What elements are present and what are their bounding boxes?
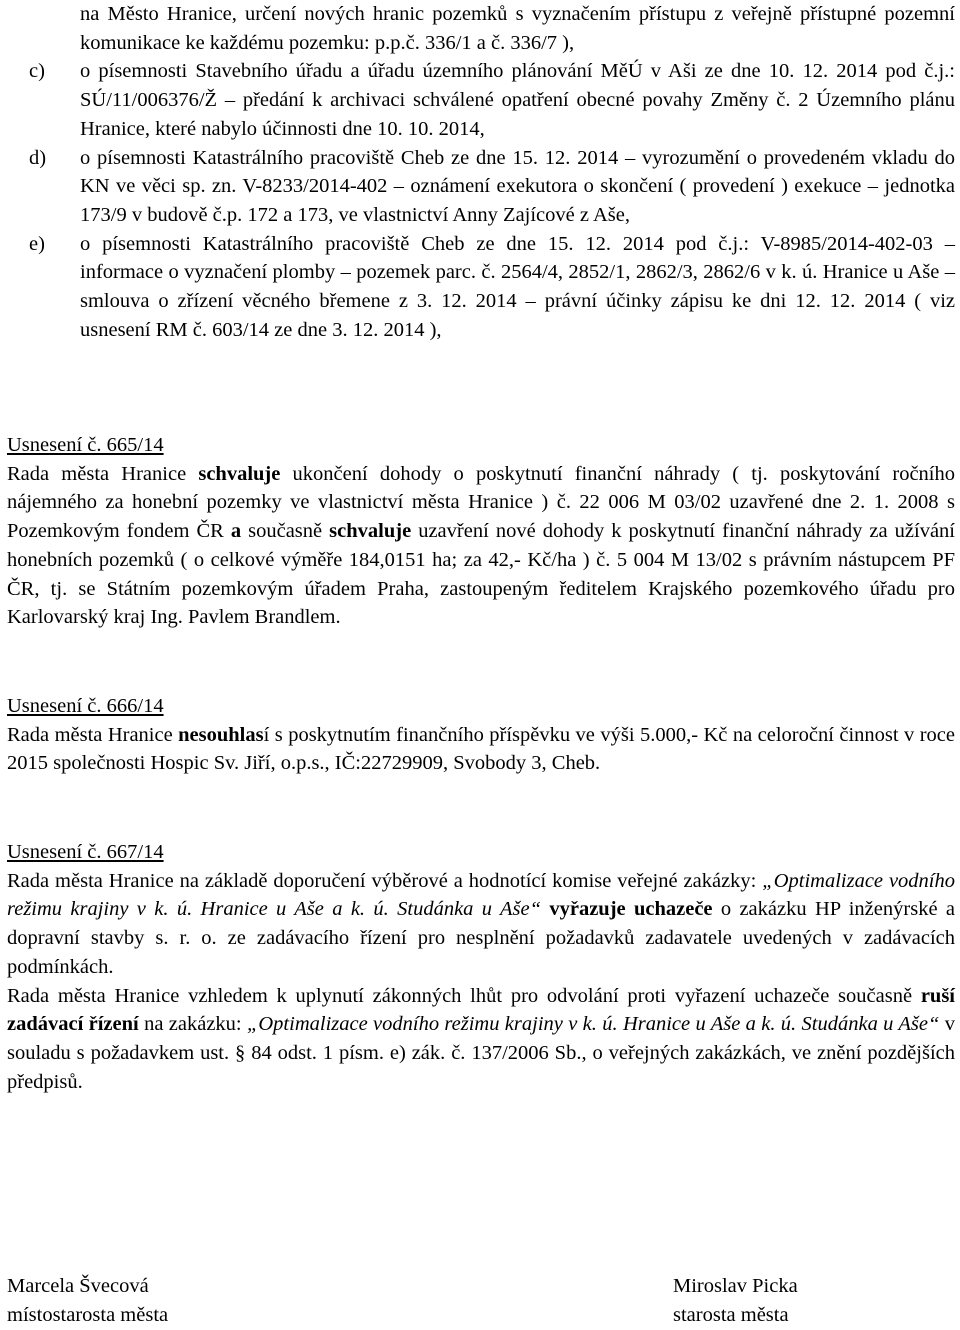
list-item-text: o písemnosti Katastrálního pracoviště Cheb ze dne 15. 12. 2014 – vyrozumění o provedeném vkladu do KN ve věci sp. zn. V-8233/2014-402 – oznámení exekutora o skončení ( provedení ) exekuce – jednotka 173/9 v budově č.p. 172 a 173, ve vlastnictví Anny Zajícové z Aše, (80, 146, 955, 226)
signature-role: místostarosta města (7, 1304, 169, 1326)
list-item-label: d) (29, 146, 47, 169)
resolution-665 (7, 431, 955, 632)
resolution-667 (7, 838, 955, 1096)
resolution-heading: Usnesení č. 666/14 (7, 695, 164, 717)
resolution-paragraph-1: Rada města Hranice na základě doporučení výběrové a hodnotící komise veřejné zakázky: „Optimalizace vodního režimu krajiny v k. ú. Hranice u Aše a k. ú. Studánka u Aše“ vyřazuje uchazeče o zakázku HP inženýrské a dopravní stavby s. r. o. ze zadávacího řízení pro nesplnění požadavků zadavatele uvedených v zadávacích podmínkách. (7, 869, 955, 978)
list-item (7, 230, 955, 345)
list-item (7, 144, 955, 230)
resolution-heading: Usnesení č. 665/14 (7, 434, 164, 456)
resolution-paragraph-2: Rada města Hranice vzhledem k uplynutí zákonných lhůt pro odvolání proti vyřazení uchazeče současně ruší zadávací řízení na zakázku: „Optimalizace vodního režimu krajiny v k. ú. Hranice u Aše a k. ú. Studánka u Aše“ v souladu s požadavkem ust. § 84 odst. 1 písm. e) zák. č. 137/2006 Sb., o veřejných zakázkách, ve znění pozdějších předpisů. (7, 984, 956, 1093)
list-item (7, 57, 955, 143)
resolution-heading: Usnesení č. 667/14 (7, 841, 164, 863)
resolution-666 (7, 692, 955, 778)
list-top (7, 0, 955, 344)
list-item-text: o písemnosti Katastrálního pracoviště Cheb ze dne 15. 12. 2014 pod č.j.: V-8985/2014-402-03 – informace o vyznačení plomby – pozemek parc. č. 2564/4, 2852/1, 2862/3, 2862/6 v k. ú. Hranice u Aše – smlouva o zřízení věcného břemene z 3. 12. 2014 – právní účinky zápisu ke dni 12. 12. 2014 ( viz usnesení RM č. 603/14 ze dne 3. 12. 2014 ), (80, 232, 955, 341)
signature-right (673, 1272, 798, 1330)
signature-name: Miroslav Picka (673, 1275, 798, 1297)
list-item-text: o písemnosti Stavebního úřadu a úřadu územního plánování MěÚ v Aši ze dne 10. 12. 2014 pod č.j.: SÚ/11/006376/Ž – předání k archivaci schválené opatření obecné povahy Změny č. 2 Územního plánu Hranice, které nabylo účinnosti dne 10. 10. 2014, (80, 60, 955, 140)
resolution-body: Rada města Hranice nesouhlasí s poskytnutím finančního příspěvku ve výši 5.000,- Kč na celoroční činnost v roce 2015 společnosti Hospic Sv. Jiří, o.p.s., IČ:22729909, Svobody 3, Cheb. (7, 723, 955, 775)
signature-role: starosta města (673, 1304, 789, 1326)
signature-name: Marcela Švecová (7, 1275, 149, 1297)
resolution-body: Rada města Hranice schvaluje ukončení dohody o poskytnutí finanční náhrady ( tj. poskytování ročního nájemného za honební pozemky ve vlastnictví města Hranice ) č. 22 006 M 03/02 uzavřené dne 2. 1. 2008 s Pozemkovým fondem ČR a současně schvaluje uzavření nové dohody k poskytnutí finanční náhrady za užívání honebních pozemků ( o celkové výměře 184,0151 ha; za 42,- Kč/ha ) č. 5 004 M 13/02 s právním nástupcem PF ČR, tj. se Státním pozemkovým úřadem Praha, zastoupeným ředitelem Krajského pozemkového úřadu pro Karlovarský kraj Ing. Pavlem Brandlem. (7, 462, 955, 629)
list-item-label: e) (29, 232, 45, 255)
list-item-label: c) (29, 60, 45, 83)
signature-left (7, 1272, 168, 1330)
list-continuation: na Město Hranice, určení nových hranic pozemků s vyznačením přístupu z veřejně přístupné pozemní komunikace ke každému pozemku: p.p.č. 336/1 a č. 336/7 ), (80, 3, 955, 54)
